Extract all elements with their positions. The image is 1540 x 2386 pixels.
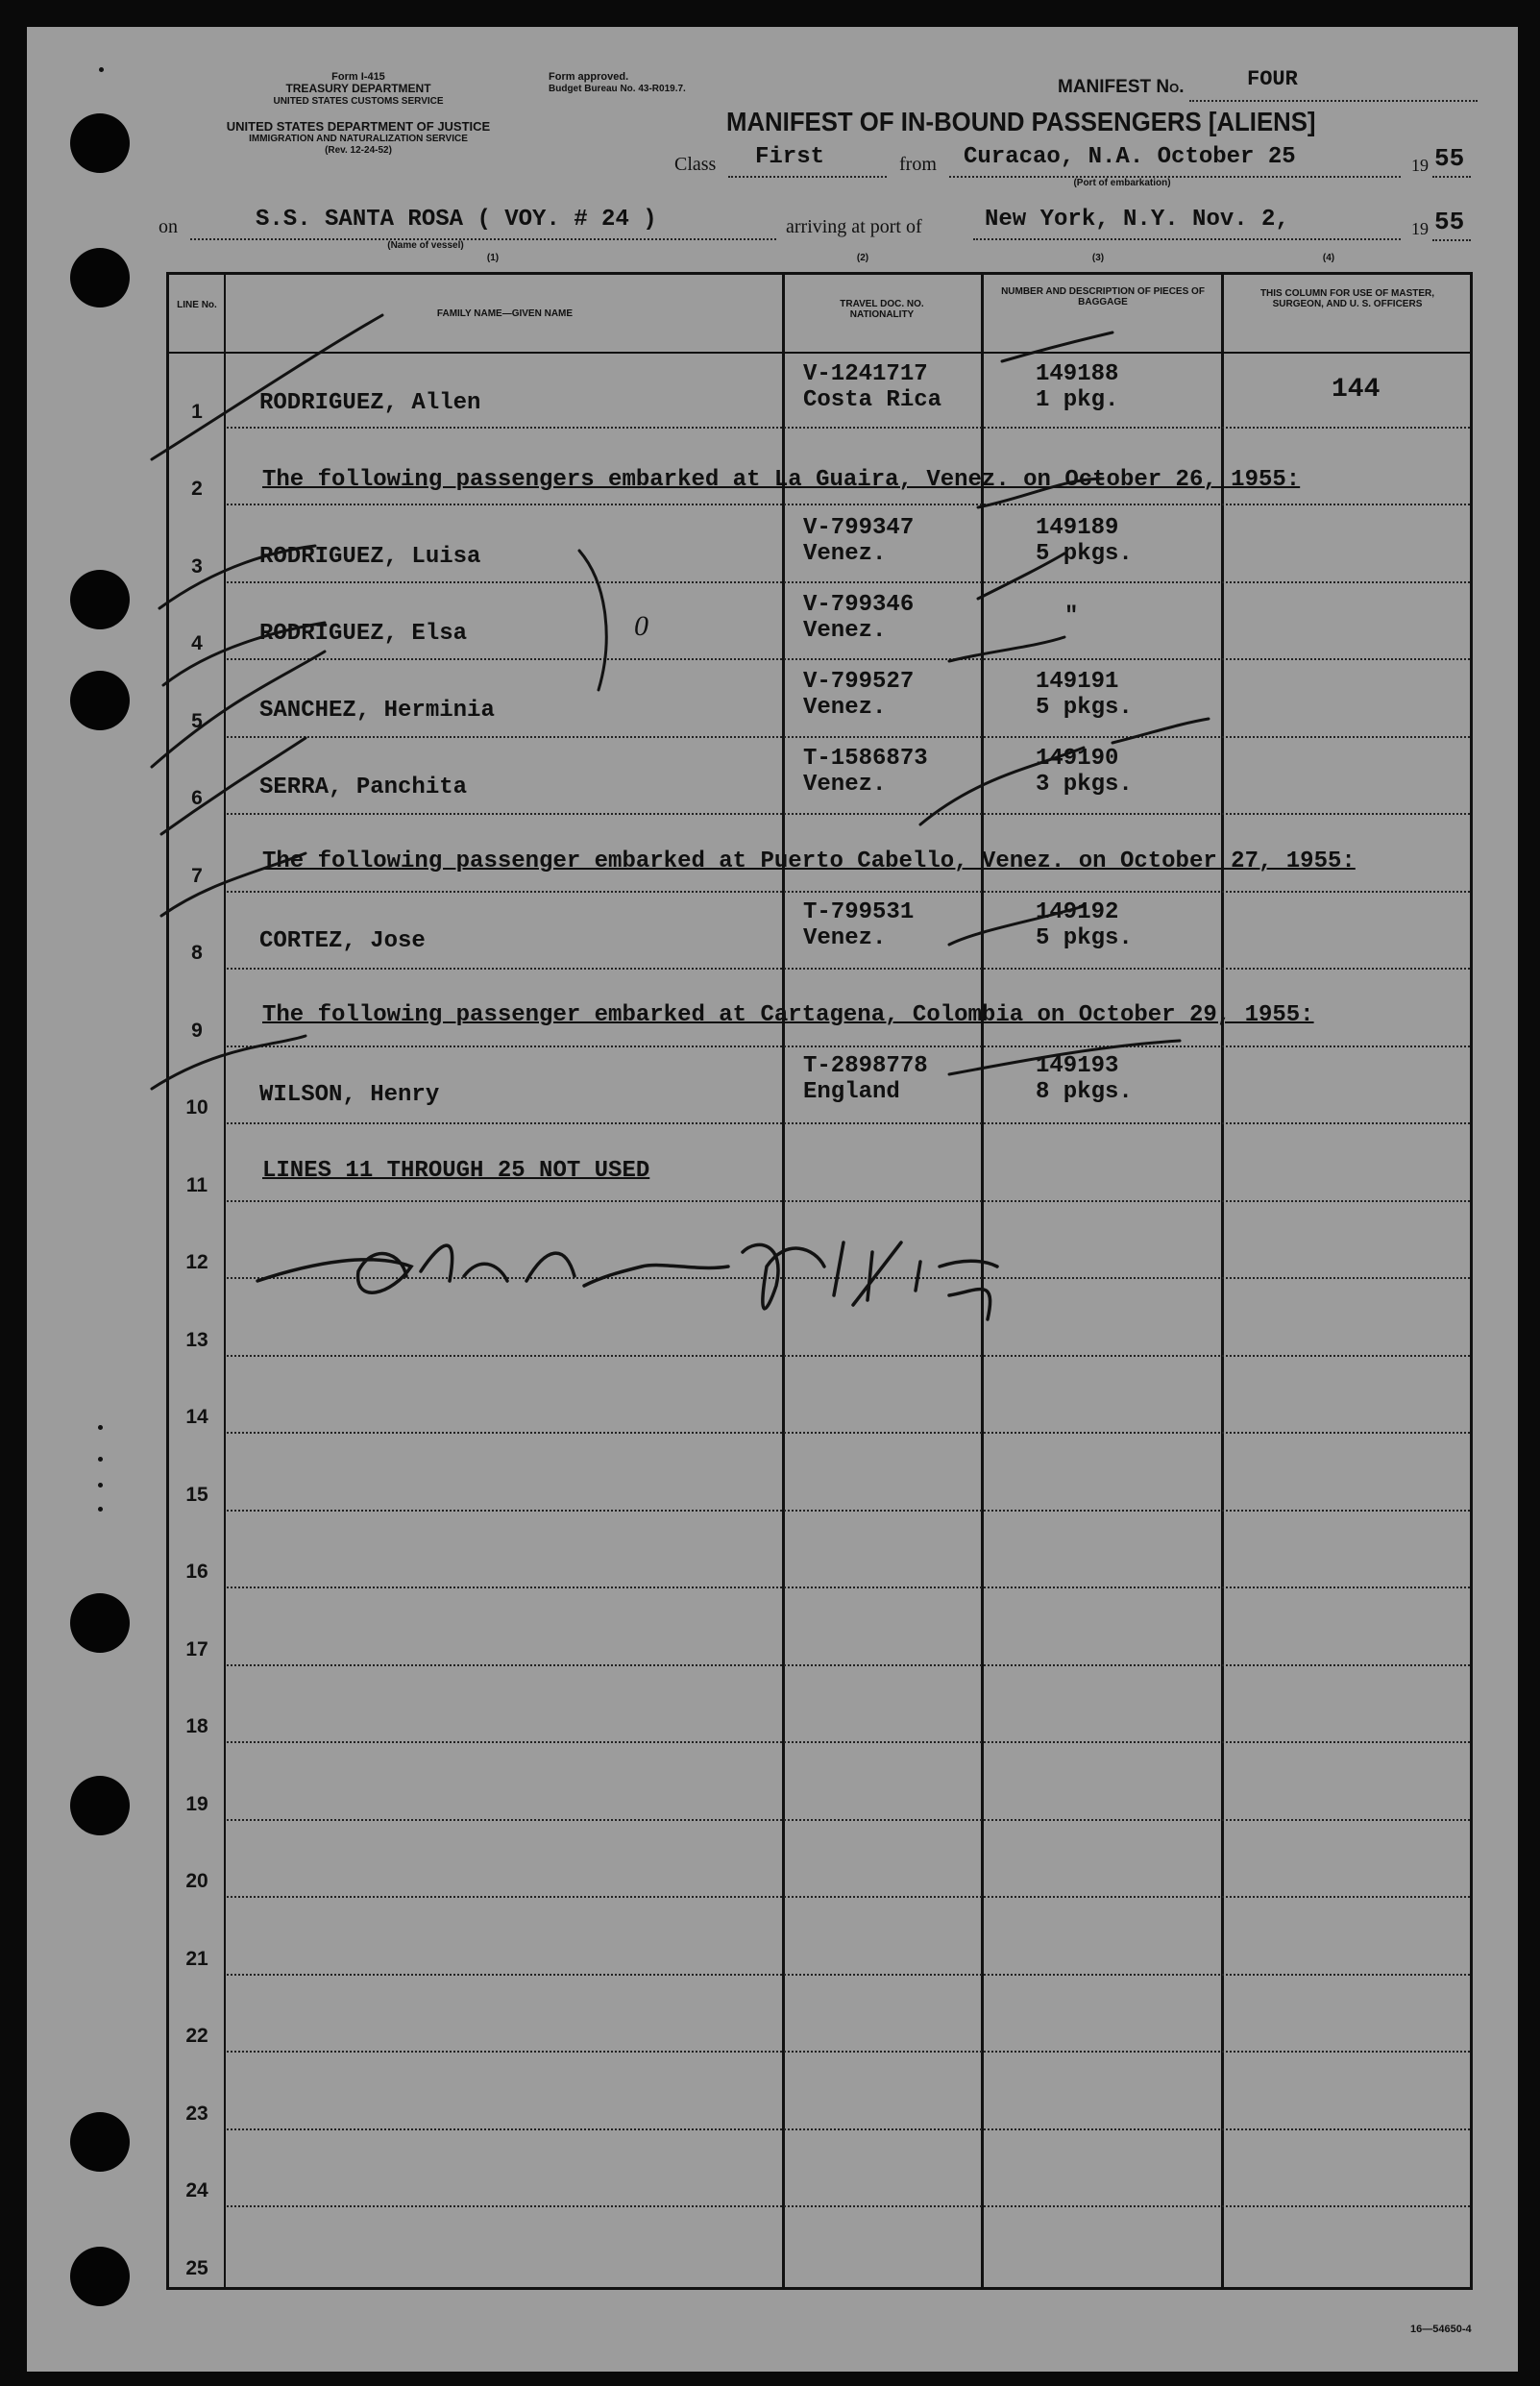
line-number: 4 [191, 632, 203, 654]
check-mark [163, 623, 325, 685]
line-number: 23 [185, 2102, 208, 2125]
line-number: 18 [185, 1715, 208, 1737]
nationality: England [803, 1079, 900, 1105]
year-value-2: 55 [1434, 208, 1465, 236]
signature [257, 1242, 997, 1319]
passenger-name: RODRIGUEZ, Allen [259, 390, 481, 416]
nationality: Venez. [803, 695, 887, 721]
baggage-description: 8 pkgs. [1036, 1079, 1133, 1105]
check-mark [978, 553, 1064, 599]
column-header-name: FAMILY NAME—GIVEN NAME [436, 308, 574, 319]
check-mark [152, 1036, 306, 1089]
line-number: 6 [191, 787, 203, 809]
line-number: 5 [191, 709, 203, 732]
column-3-marker: (3) [1091, 253, 1105, 263]
line-number: 7 [191, 864, 203, 887]
line-number: 9 [191, 1019, 203, 1042]
travel-doc-number: V-799527 [803, 669, 915, 695]
travel-doc-number: V-1241717 [803, 361, 928, 387]
line-number: 22 [185, 2025, 208, 2047]
embarkation-note: The following passenger embarked at Cartagena, Colombia on October 29, 1955: [262, 1002, 1314, 1028]
bracket-mark [579, 551, 606, 690]
column-header-officers: THIS COLUMN FOR USE OF MASTER, SURGEON, AND U. S. OFFICERS [1259, 288, 1435, 309]
baggage-description: 1 pkg. [1036, 387, 1119, 413]
customs-service: UNITED STATES CUSTOMS SERVICE [273, 96, 444, 107]
passenger-name: SERRA, Panchita [259, 775, 468, 800]
line-number: 12 [185, 1251, 208, 1273]
class-label: Class [674, 154, 717, 175]
port-embarkation-note: (Port of embarkation) [1073, 178, 1171, 188]
line-number: 16 [185, 1561, 208, 1583]
manifest-number-label: MANIFEST No. [1058, 77, 1185, 97]
year-prefix-2: 19 [1411, 219, 1429, 238]
line-number: 21 [185, 1947, 208, 1970]
handwritten-zero: 0 [634, 610, 648, 642]
baggage-number: 149193 [1036, 1053, 1119, 1079]
baggage-number: 149192 [1036, 899, 1119, 925]
officer-note: 144 [1332, 375, 1381, 405]
check-mark [161, 853, 306, 916]
handwritten-annotations [27, 27, 1518, 2372]
nationality: Costa Rica [803, 387, 942, 413]
line-number: 17 [185, 1637, 208, 1660]
check-mark [152, 652, 325, 767]
page-title: MANIFEST OF IN-BOUND PASSENGERS [ALIENS] [726, 107, 1316, 136]
passenger-name: RODRIGUEZ, Luisa [259, 544, 481, 570]
baggage-description: 5 pkgs. [1036, 541, 1133, 567]
check-mark [949, 637, 1064, 661]
check-mark [978, 479, 1103, 507]
arriving-label: arriving at port of [786, 216, 922, 237]
column-header-line-no: LINE No. [177, 300, 217, 310]
revision-date: (Rev. 12-24-52) [325, 145, 392, 156]
baggage-description: 5 pkgs. [1036, 695, 1133, 721]
travel-doc-number: T-799531 [803, 899, 915, 925]
travel-doc-number: V-799346 [803, 592, 915, 618]
budget-bureau: Budget Bureau No. 43-R019.7. [549, 84, 686, 94]
baggage-number: 149188 [1036, 361, 1119, 387]
form-footer-code: 16—54650-4 [1410, 2324, 1472, 2335]
form-approved: Form approved. [549, 71, 629, 83]
column-header-baggage: NUMBER AND DESCRIPTION OF PIECES OF BAGGAGE [1001, 286, 1205, 307]
vessel-value: S.S. SANTA ROSA ( VOY. # 24 ) [256, 207, 657, 233]
baggage-number: 149190 [1036, 746, 1119, 772]
baggage-number: 149189 [1036, 515, 1119, 541]
from-value: Curacao, N.A. October 25 [964, 144, 1296, 170]
baggage-ditto: " [1064, 603, 1079, 629]
passenger-name: WILSON, Henry [259, 1082, 440, 1108]
line-number: 13 [185, 1328, 208, 1351]
baggage-description: 3 pkgs. [1036, 772, 1133, 798]
class-value: First [755, 144, 825, 170]
vessel-note: (Name of vessel) [387, 240, 464, 251]
line-number: 14 [185, 1406, 208, 1428]
travel-doc-number: V-799347 [803, 515, 915, 541]
line-number: 10 [185, 1096, 208, 1119]
from-label: from [899, 154, 937, 175]
manifest-page [27, 27, 1518, 2372]
baggage-description: 5 pkgs. [1036, 925, 1133, 951]
check-mark [1112, 719, 1209, 743]
line-number: 20 [185, 1870, 208, 1892]
check-mark [949, 1041, 1180, 1074]
column-2-marker: (2) [856, 253, 869, 263]
check-mark [161, 738, 306, 834]
year-prefix-1: 19 [1411, 156, 1429, 175]
line-number: 11 [185, 1173, 208, 1196]
check-mark [920, 748, 1084, 824]
line-number: 24 [185, 2179, 208, 2202]
year-value-1: 55 [1434, 144, 1465, 173]
column-1-marker: (1) [486, 253, 500, 263]
check-mark [949, 906, 1084, 945]
column-4-marker: (4) [1322, 253, 1335, 263]
nationality: Venez. [803, 925, 887, 951]
line-number: 15 [185, 1483, 208, 1506]
passenger-name: CORTEZ, Jose [259, 928, 426, 954]
line-number: 1 [191, 400, 203, 423]
passenger-name: RODRIGUEZ, Elsa [259, 621, 468, 647]
manifest-number-value: FOUR [1247, 67, 1298, 91]
passenger-name: SANCHEZ, Herminia [259, 698, 495, 724]
line-number: 25 [185, 2256, 208, 2279]
nationality: Venez. [803, 618, 887, 644]
check-mark [152, 315, 382, 459]
on-label: on [159, 216, 178, 237]
travel-doc-number: T-2898778 [803, 1053, 928, 1079]
embarkation-note: The following passenger embarked at Puerto Cabello, Venez. on October 27, 1955: [262, 849, 1356, 874]
baggage-number: 149191 [1036, 669, 1119, 695]
line-number: 3 [191, 554, 203, 578]
line-number: 19 [185, 1792, 208, 1815]
form-number: Form I-415 [331, 71, 385, 83]
nationality: Venez. [803, 772, 887, 798]
nationality: Venez. [803, 541, 887, 567]
department-of-justice: UNITED STATES DEPARTMENT OF JUSTICE [226, 119, 491, 134]
check-mark [1002, 332, 1112, 361]
line-number: 2 [191, 478, 203, 500]
immigration-service: IMMIGRATION AND NATURALIZATION SERVICE [249, 134, 468, 144]
embarkation-note: The following passengers embarked at La Guaira, Venez. on October 26, 1955: [262, 467, 1301, 493]
lines-not-used-note: LINES 11 THROUGH 25 NOT USED [262, 1158, 650, 1184]
arrival-value: New York, N.Y. Nov. 2, [985, 207, 1289, 233]
treasury-department: TREASURY DEPARTMENT [285, 82, 431, 95]
column-header-travel-doc: TRAVEL DOC. NO. NATIONALITY [840, 299, 924, 320]
travel-doc-number: T-1586873 [803, 746, 928, 772]
line-number: 8 [191, 942, 203, 964]
check-mark [159, 546, 315, 608]
